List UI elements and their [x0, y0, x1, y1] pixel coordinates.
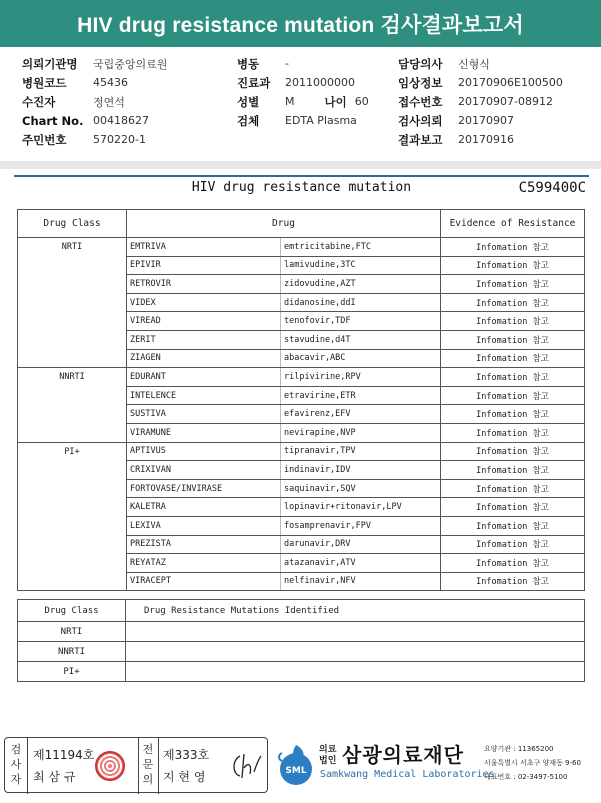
- sml-logo-icon: [274, 743, 318, 787]
- mutation-class: NRTI: [18, 622, 126, 642]
- drug-row: [18, 238, 585, 257]
- specialist-name: 지 현 영: [163, 770, 206, 784]
- drug-brand-cell: ZIAGEN: [127, 349, 281, 368]
- drug-generic-cell: etravirine,ETR: [281, 386, 441, 405]
- info-row: [398, 130, 563, 149]
- info-row: [237, 92, 369, 111]
- info-label: 임상정보: [398, 75, 443, 90]
- info-row: [398, 111, 563, 130]
- info-value: -: [285, 57, 289, 70]
- section-divider: [0, 161, 601, 169]
- evidence-cell: Infomation 참고: [441, 442, 585, 461]
- seal-stamp-icon: [95, 751, 125, 781]
- drug-brand-cell: EDURANT: [127, 368, 281, 387]
- drug-row: [18, 442, 585, 461]
- specialist-label: 전문의: [142, 743, 154, 786]
- drug-brand-cell: CRIXIVAN: [127, 461, 281, 480]
- evidence-cell: Infomation 참고: [441, 256, 585, 275]
- info-value: 45436: [93, 76, 128, 89]
- drug-generic-cell: efavirenz,EFV: [281, 405, 441, 424]
- drug-generic-cell: darunavir,DRV: [281, 535, 441, 554]
- info-row: [22, 130, 167, 149]
- mutation-row: [18, 622, 585, 642]
- mutations-header-identified: Drug Resistance Mutations Identified: [126, 600, 585, 622]
- drug-generic-cell: nelfinavir,NFV: [281, 572, 441, 591]
- evidence-cell: Infomation 참고: [441, 516, 585, 535]
- drug-brand-cell: VIRACEPT: [127, 572, 281, 591]
- drug-generic-cell: emtricitabine,FTC: [281, 238, 441, 257]
- info-label: 성별: [237, 94, 260, 109]
- info-value: M: [285, 95, 295, 108]
- mutations-table: [17, 599, 585, 682]
- report-top-rule: [14, 175, 589, 177]
- specialist-license: 제333호: [163, 748, 210, 762]
- mutation-row: [18, 662, 585, 682]
- info-value: 20170907-08912: [458, 95, 553, 108]
- info-row: [22, 73, 167, 92]
- drug-table-body: [18, 238, 585, 591]
- info-value: 20170907: [458, 114, 514, 127]
- report-section: [14, 172, 589, 710]
- drug-generic-cell: nevirapine,NVP: [281, 423, 441, 442]
- info-row: [237, 111, 369, 130]
- drug-brand-cell: APTIVUS: [127, 442, 281, 461]
- drug-generic-cell: tenofovir,TDF: [281, 312, 441, 331]
- info-row: [237, 73, 369, 92]
- info-value: 00418627: [93, 114, 149, 127]
- mutation-value: [126, 662, 585, 682]
- evidence-cell: Infomation 참고: [441, 275, 585, 294]
- evidence-cell: Infomation 참고: [441, 238, 585, 257]
- evidence-cell: Infomation 참고: [441, 535, 585, 554]
- info-label: 수진자: [22, 94, 56, 109]
- report-title: HIV drug resistance mutation 검사결과보고서: [0, 0, 601, 47]
- drug-brand-cell: KALETRA: [127, 498, 281, 517]
- evidence-cell: Infomation 참고: [441, 461, 585, 480]
- evidence-cell: Infomation 참고: [441, 368, 585, 387]
- info-row: [22, 54, 167, 73]
- evidence-cell: Infomation 참고: [441, 293, 585, 312]
- age-value: 60: [354, 95, 369, 108]
- info-value: 570220-1: [93, 133, 146, 146]
- mutation-class: PI+: [18, 662, 126, 682]
- drug-generic-cell: indinavir,IDV: [281, 461, 441, 480]
- drug-generic-cell: tipranavir,TPV: [281, 442, 441, 461]
- drug-brand-cell: VIREAD: [127, 312, 281, 331]
- mutation-value: [126, 642, 585, 662]
- drug-table: [17, 209, 585, 591]
- drug-generic-cell: lamivudine,3TC: [281, 256, 441, 275]
- drug-generic-cell: fosamprenavir,FPV: [281, 516, 441, 535]
- mutations-header-class: Drug Class: [18, 600, 126, 622]
- company-address: 서울특별시 서초구 양재동 9-60: [484, 759, 581, 767]
- company-english-name: Samkwang Medical Laboratories: [320, 769, 495, 780]
- drug-generic-cell: lopinavir+ritonavir,LPV: [281, 498, 441, 517]
- examiner-name: 최 삼 규: [33, 770, 76, 784]
- info-value: 2011000000: [285, 76, 355, 89]
- evidence-cell: Infomation 참고: [441, 330, 585, 349]
- evidence-cell: Infomation 참고: [441, 479, 585, 498]
- drug-brand-cell: FORTOVASE/INVIRASE: [127, 479, 281, 498]
- drug-brand-cell: ZERIT: [127, 330, 281, 349]
- company-prefix-text: 의료법인: [319, 745, 337, 766]
- drug-generic-cell: abacavir,ABC: [281, 349, 441, 368]
- drug-generic-cell: rilpivirine,RPV: [281, 368, 441, 387]
- drug-brand-cell: EPIVIR: [127, 256, 281, 275]
- info-row: [237, 54, 369, 73]
- mutation-value: [126, 622, 585, 642]
- info-label: 검사의뢰: [398, 113, 443, 128]
- info-row: [398, 54, 563, 73]
- info-label: 주민번호: [22, 132, 67, 147]
- examiner-label: 검사자: [10, 743, 22, 786]
- drug-brand-cell: INTELENCE: [127, 386, 281, 405]
- drug-brand-cell: REYATAZ: [127, 554, 281, 573]
- drug-generic-cell: saquinavir,SQV: [281, 479, 441, 498]
- info-value: 20170906E100500: [458, 76, 563, 89]
- drug-brand-cell: VIDEX: [127, 293, 281, 312]
- info-value: EDTA Plasma: [285, 114, 357, 127]
- drug-brand-cell: LEXIVA: [127, 516, 281, 535]
- patient-info-col-2: [237, 54, 369, 130]
- info-label: 병원코드: [22, 75, 67, 90]
- divider: [27, 738, 28, 794]
- header-drug: Drug: [127, 210, 441, 238]
- company-prefix: [319, 745, 341, 767]
- drug-brand-cell: SUSTIVA: [127, 405, 281, 424]
- mutations-header: [18, 600, 585, 622]
- drug-brand-cell: EMTRIVA: [127, 238, 281, 257]
- info-label: 병동: [237, 56, 260, 71]
- info-row: [22, 111, 167, 130]
- report-subtitle: HIV drug resistance mutation: [191, 180, 412, 195]
- mutation-class: NNRTI: [18, 642, 126, 662]
- age-label: 나이: [324, 94, 347, 109]
- evidence-cell: Infomation 참고: [441, 349, 585, 368]
- drug-generic-cell: stavudine,d4T: [281, 330, 441, 349]
- patient-info-col-1: [22, 54, 167, 149]
- info-row: [398, 73, 563, 92]
- signature-icon: [230, 750, 264, 782]
- info-row: [22, 92, 167, 111]
- info-label: 접수번호: [398, 94, 443, 109]
- care-code: 요양기관 : 11365200: [484, 745, 554, 753]
- info-label: 진료과: [237, 75, 271, 90]
- drug-generic-cell: atazanavir,ATV: [281, 554, 441, 573]
- patient-info-col-3: [398, 54, 563, 149]
- drug-brand-cell: VIRAMUNE: [127, 423, 281, 442]
- header-drug-class: Drug Class: [18, 210, 127, 238]
- drug-brand-cell: PREZISTA: [127, 535, 281, 554]
- company-name: 삼광의료재단: [342, 743, 464, 767]
- info-value: 20170916: [458, 133, 514, 146]
- info-label: Chart No.: [22, 113, 84, 128]
- drug-row: [18, 368, 585, 387]
- report-code: C599400C: [518, 180, 586, 196]
- evidence-cell: Infomation 참고: [441, 423, 585, 442]
- info-value: 신형식: [458, 57, 490, 71]
- info-label: 담당의사: [398, 56, 443, 71]
- evidence-cell: Infomation 참고: [441, 554, 585, 573]
- divider: [138, 738, 139, 794]
- info-row: [398, 92, 563, 111]
- drug-generic-cell: didanosine,ddI: [281, 293, 441, 312]
- drug-brand-cell: RETROVIR: [127, 275, 281, 294]
- mutation-row: [18, 642, 585, 662]
- signature-box: [4, 737, 268, 793]
- company-phone: 대표번호 : 02-3497-5100: [484, 773, 568, 781]
- info-value: 정연석: [93, 95, 125, 109]
- drug-class-cell: NRTI: [18, 238, 127, 368]
- evidence-cell: Infomation 참고: [441, 572, 585, 591]
- drug-generic-cell: zidovudine,AZT: [281, 275, 441, 294]
- report-footer: [0, 737, 601, 793]
- evidence-cell: Infomation 참고: [441, 312, 585, 331]
- drug-table-header: [18, 210, 585, 238]
- header-evidence: Evidence of Resistance: [441, 210, 585, 238]
- divider: [158, 738, 159, 794]
- evidence-cell: Infomation 참고: [441, 498, 585, 517]
- info-value: 국립중앙의료원: [93, 57, 168, 71]
- info-label: 결과보고: [398, 132, 443, 147]
- evidence-cell: Infomation 참고: [441, 386, 585, 405]
- info-label: 검체: [237, 113, 260, 128]
- examiner-license: 제11194호: [33, 748, 95, 762]
- drug-class-cell: NNRTI: [18, 368, 127, 442]
- evidence-cell: Infomation 참고: [441, 405, 585, 424]
- info-label: 의뢰기관명: [22, 56, 78, 71]
- company-info: [484, 742, 581, 784]
- drug-class-cell: PI+: [18, 442, 127, 591]
- logo-text: SML: [285, 766, 307, 776]
- patient-info: [0, 54, 601, 154]
